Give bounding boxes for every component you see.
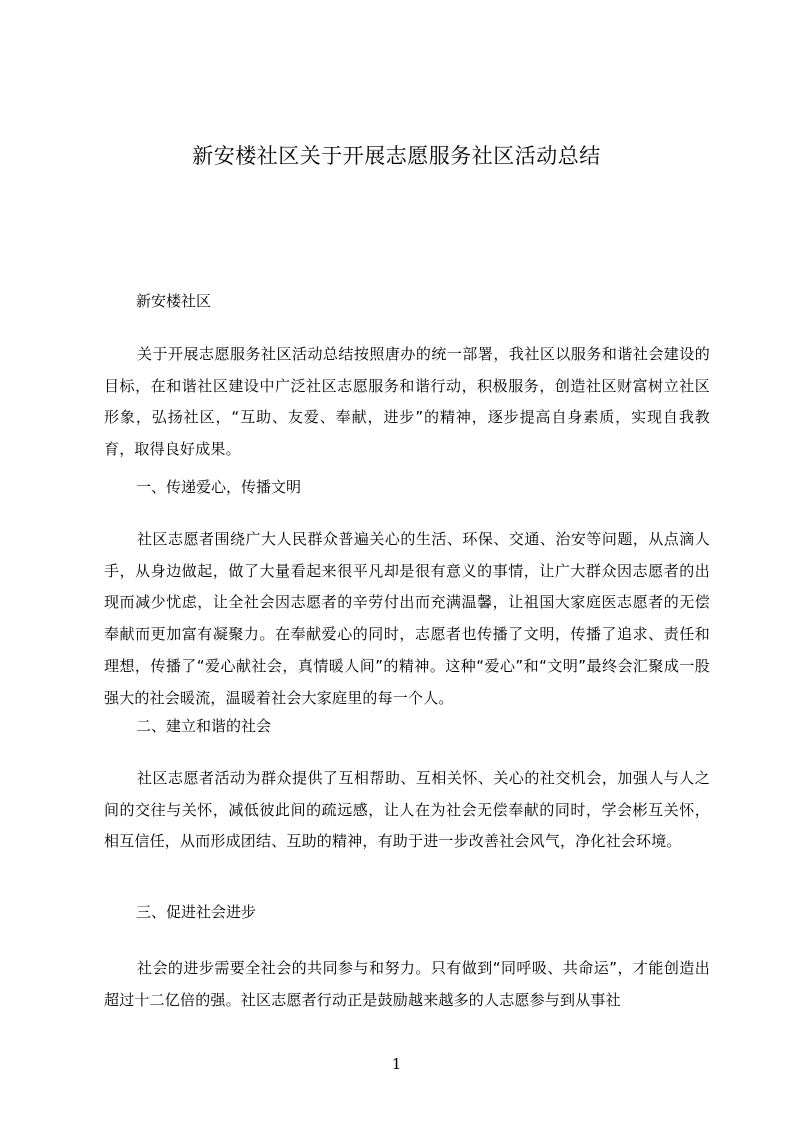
section-heading-1: 一、传递爱心，传播文明 xyxy=(136,478,302,496)
section-heading-2: 二、建立和谐的社会 xyxy=(136,717,272,735)
intro-paragraph: 关于开展志愿服务社区活动总结按照唐办的统一部署，我社区以服务和谐社会建设的目标，在和谐社区建设中广泛社区志愿服务和谐行动，积极服务，创造社区财富树立社区形象，弘扬社区，“互助、友爱、奉献，进步”的精神，逐步提高自身素质，实现自我教育，取得良好成果。 xyxy=(104,345,710,459)
section-heading-3: 三、促进社会进步 xyxy=(136,903,257,921)
document-title: 新安楼社区关于开展志愿服务社区活动总结 xyxy=(192,144,601,168)
section-body-1: 社区志愿者围绕广大人民群众普遍关心的生活、环保、交通、治安等问题，从点滴人手，从身边做起，做了大量看起来很平凡却是很有意义的事情，让广大群众因志愿者的出现而减少忧虑，让全社会因志愿者的辛劳付出而充满温馨，让祖国大家庭医志愿者的无偿奉献而更加富有凝聚力。在奉献爱心的同时，志愿者也传播了文明，传播了追求、责任和理想，传播了“爱心献社会，真情暖人间”的精神。这种“爱心”和“文明”最终会汇聚成一股强大的社会暖流，温暖着社会大家庭里的每一个人。 xyxy=(104,530,710,707)
page-number: 1 xyxy=(391,1055,402,1073)
section-body-3: 社会的进步需要全社会的共同参与和努力。只有做到“同呼吸、共命运”，才能创造出超过十二亿倍的强。社区志愿者行动正是鼓励越来越多的人志愿参与到从事社 xyxy=(104,959,710,1009)
organization-name: 新安楼社区 xyxy=(136,292,212,310)
section-body-2: 社区志愿者活动为群众提供了互相帮助、互相关怀、关心的社交机会，加强人与人之间的交往与关怀，减低彼此间的疏远感，让人在为社会无偿奉献的同时，学会彬互关怀，相互信任，从而形成团结、互助的精神，有助于进一步改善社会风气，净化社会环境。 xyxy=(104,769,710,851)
